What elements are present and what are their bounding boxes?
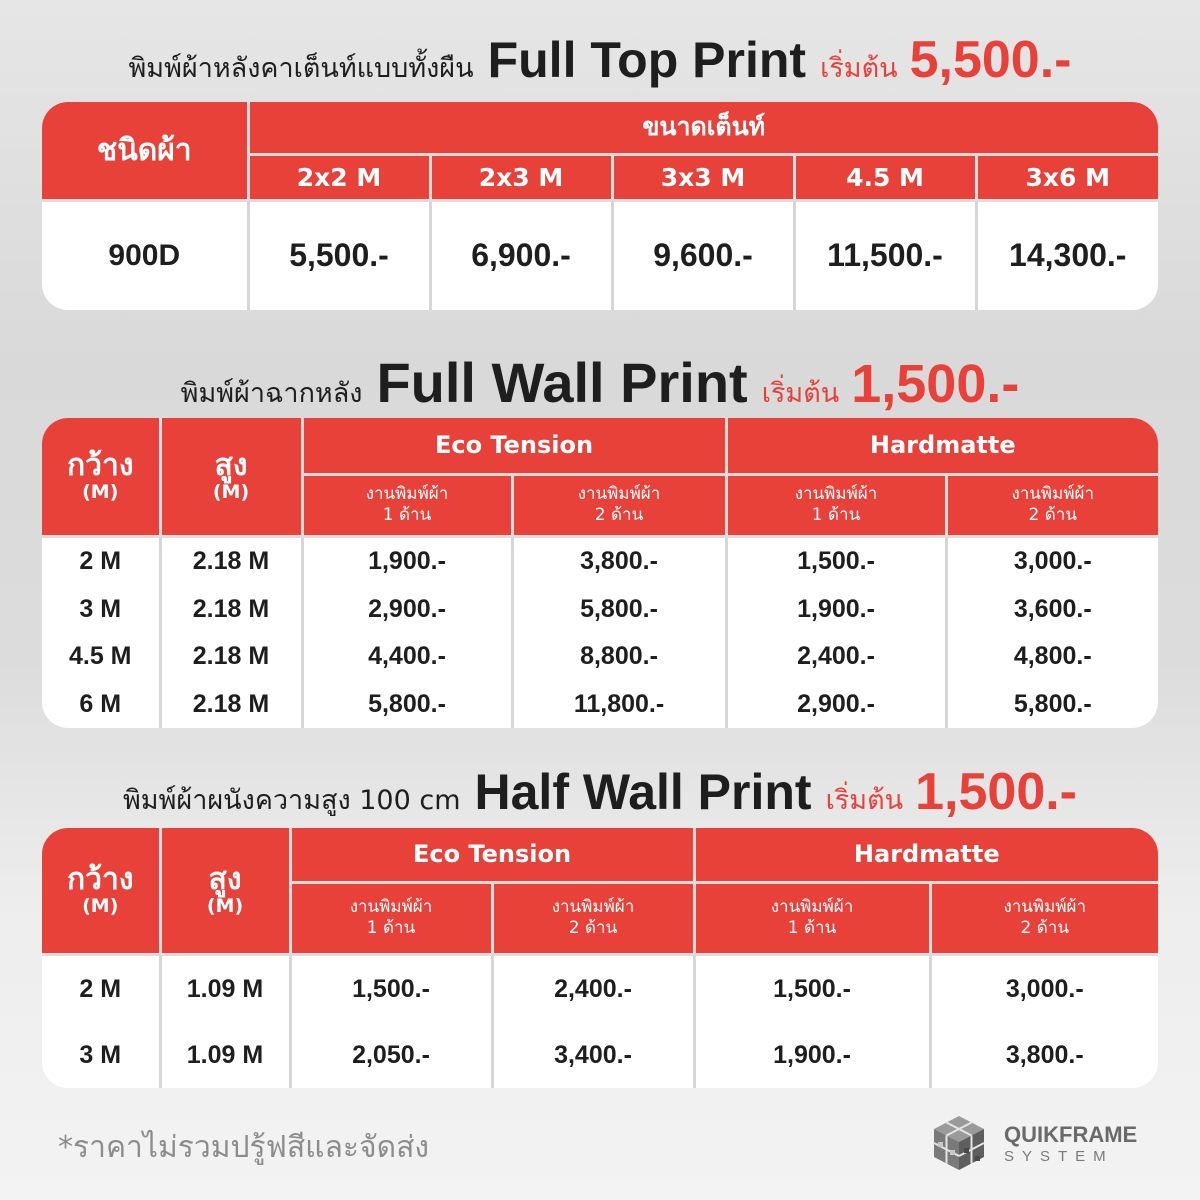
price-cell: 1,900.- — [694, 1023, 930, 1088]
full-top-print-table — [42, 102, 1158, 310]
width-unit: (M) — [82, 895, 119, 918]
price-cell: 11,500.- — [794, 200, 976, 310]
price-cell: 2,400.- — [492, 954, 694, 1023]
heading-thai-text: พิมพ์ผ้าผนังความสูง 100 cm — [122, 785, 461, 816]
cube-logo-icon — [928, 1112, 990, 1174]
eco-tension-header: Eco Tension — [302, 418, 726, 474]
price-cell: 11,800.- — [512, 681, 726, 728]
size-header: 2x2 M — [248, 154, 430, 200]
width-cell: 4.5 M — [42, 633, 160, 680]
price-cell: 1,900.- — [302, 536, 512, 586]
eco-one-side-header: งานพิมพ์ผ้า 1 ด้าน — [290, 882, 492, 954]
width-header — [42, 828, 160, 954]
table-row — [42, 586, 1158, 633]
eco-one-side-header: งานพิมพ์ผ้า 1 ด้าน — [302, 474, 512, 536]
size-header: 2x3 M — [430, 154, 612, 200]
tent-size-header: ขนาดเต็นท์ — [248, 102, 1158, 154]
logo-brand: QUIKFRAME — [1004, 1121, 1138, 1147]
price-cell: 3,000.- — [946, 536, 1158, 586]
price-cell: 5,500.- — [248, 200, 430, 310]
height-header — [160, 828, 290, 954]
price-cell: 6,900.- — [430, 200, 612, 310]
height-unit: (M) — [206, 895, 244, 918]
price-cell: 1,900.- — [726, 586, 946, 633]
height-cell: 2.18 M — [160, 586, 302, 633]
price-cell: 3,400.- — [492, 1023, 694, 1088]
heading-title: Full Top Print — [487, 32, 807, 88]
eco-tension-header: Eco Tension — [290, 828, 694, 882]
price-cell: 2,050.- — [290, 1023, 492, 1088]
price-cell: 5,800.- — [512, 586, 726, 633]
price-cell: 1,500.- — [290, 954, 492, 1023]
width-header-label: กว้าง — [66, 448, 134, 484]
heading-start-price: 1,500.- — [915, 763, 1077, 821]
price-cell: 3,000.- — [930, 954, 1158, 1023]
hardmatte-header: Hardmatte — [726, 418, 1158, 474]
hardmatte-one-side-header: งานพิมพ์ผ้า 1 ด้าน — [694, 882, 930, 954]
heading-title: Half Wall Print — [474, 764, 812, 820]
width-cell: 6 M — [42, 681, 160, 728]
height-cell: 1.09 M — [160, 1023, 290, 1088]
height-header-label: สูง — [208, 862, 242, 898]
eco-two-side-header: งานพิมพ์ผ้า 2 ด้าน — [492, 882, 694, 954]
full-wall-print-heading — [0, 350, 1200, 415]
table-row — [42, 681, 1158, 728]
width-header-label: กว้าง — [66, 862, 134, 898]
hardmatte-two-side-header: งานพิมพ์ผ้า 2 ด้าน — [930, 882, 1158, 954]
size-header: 3x3 M — [612, 154, 794, 200]
price-cell: 2,900.- — [726, 681, 946, 728]
hardmatte-two-side-header: งานพิมพ์ผ้า 2 ด้าน — [946, 474, 1158, 536]
price-cell: 3,800.- — [930, 1023, 1158, 1088]
quikframe-logo — [928, 1112, 1137, 1174]
width-cell: 3 M — [42, 1023, 160, 1088]
table-row — [42, 1023, 1158, 1088]
height-unit: (M) — [212, 481, 250, 504]
price-cell: 1,500.- — [726, 536, 946, 586]
price-cell: 5,800.- — [302, 681, 512, 728]
heading-start-label: เริ่มต้น — [761, 378, 840, 409]
eco-two-side-header: งานพิมพ์ผ้า 2 ด้าน — [512, 474, 726, 536]
fabric-cell: 900D — [42, 200, 248, 310]
table-row — [42, 633, 1158, 680]
half-wall-print-table — [42, 828, 1158, 1088]
width-cell: 3 M — [42, 586, 160, 633]
half-wall-print-heading — [0, 762, 1200, 822]
width-cell: 2 M — [42, 954, 160, 1023]
width-unit: (M) — [82, 481, 119, 504]
table-row — [42, 954, 1158, 1023]
heading-title: Full Wall Print — [376, 351, 748, 414]
heading-start-price: 1,500.- — [851, 354, 1020, 414]
full-top-print-heading — [0, 30, 1200, 90]
price-cell: 14,300.- — [976, 200, 1158, 310]
logo-subtitle: SYSTEM — [1004, 1147, 1114, 1165]
height-cell: 1.09 M — [160, 954, 290, 1023]
hardmatte-header: Hardmatte — [694, 828, 1158, 882]
full-wall-print-table — [42, 418, 1158, 728]
price-cell: 4,800.- — [946, 633, 1158, 680]
price-cell: 8,800.- — [512, 633, 726, 680]
height-cell: 2.18 M — [160, 633, 302, 680]
hardmatte-one-side-header: งานพิมพ์ผ้า 1 ด้าน — [726, 474, 946, 536]
price-cell: 2,900.- — [302, 586, 512, 633]
height-header — [160, 418, 302, 536]
price-cell: 5,800.- — [946, 681, 1158, 728]
size-header: 4.5 M — [794, 154, 976, 200]
width-header — [42, 418, 160, 536]
heading-thai-text: พิมพ์ผ้าฉากหลัง — [180, 378, 363, 409]
heading-start-price: 5,500.- — [909, 31, 1072, 89]
price-cell: 2,400.- — [726, 633, 946, 680]
heading-thai-text: พิมพ์ผ้าหลังคาเต็นท์แบบทั้งผืน — [128, 53, 474, 84]
price-cell: 4,400.- — [302, 633, 512, 680]
heading-start-label: เริ่มต้น — [820, 53, 898, 84]
width-cell: 2 M — [42, 536, 160, 586]
heading-start-label: เริ่มต้น — [825, 785, 904, 816]
price-footnote: *ราคาไม่รวมปรู้ฟสีและจัดส่ง — [58, 1130, 430, 1165]
price-cell: 1,500.- — [694, 954, 930, 1023]
price-cell: 3,800.- — [512, 536, 726, 586]
price-cell: 3,600.- — [946, 586, 1158, 633]
price-cell: 9,600.- — [612, 200, 794, 310]
height-cell: 2.18 M — [160, 536, 302, 586]
table-row — [42, 536, 1158, 586]
fabric-type-header: ชนิดผ้า — [42, 102, 248, 200]
height-cell: 2.18 M — [160, 681, 302, 728]
table-row — [42, 200, 1158, 310]
size-header: 3x6 M — [976, 154, 1158, 200]
height-header-label: สูง — [214, 448, 248, 484]
